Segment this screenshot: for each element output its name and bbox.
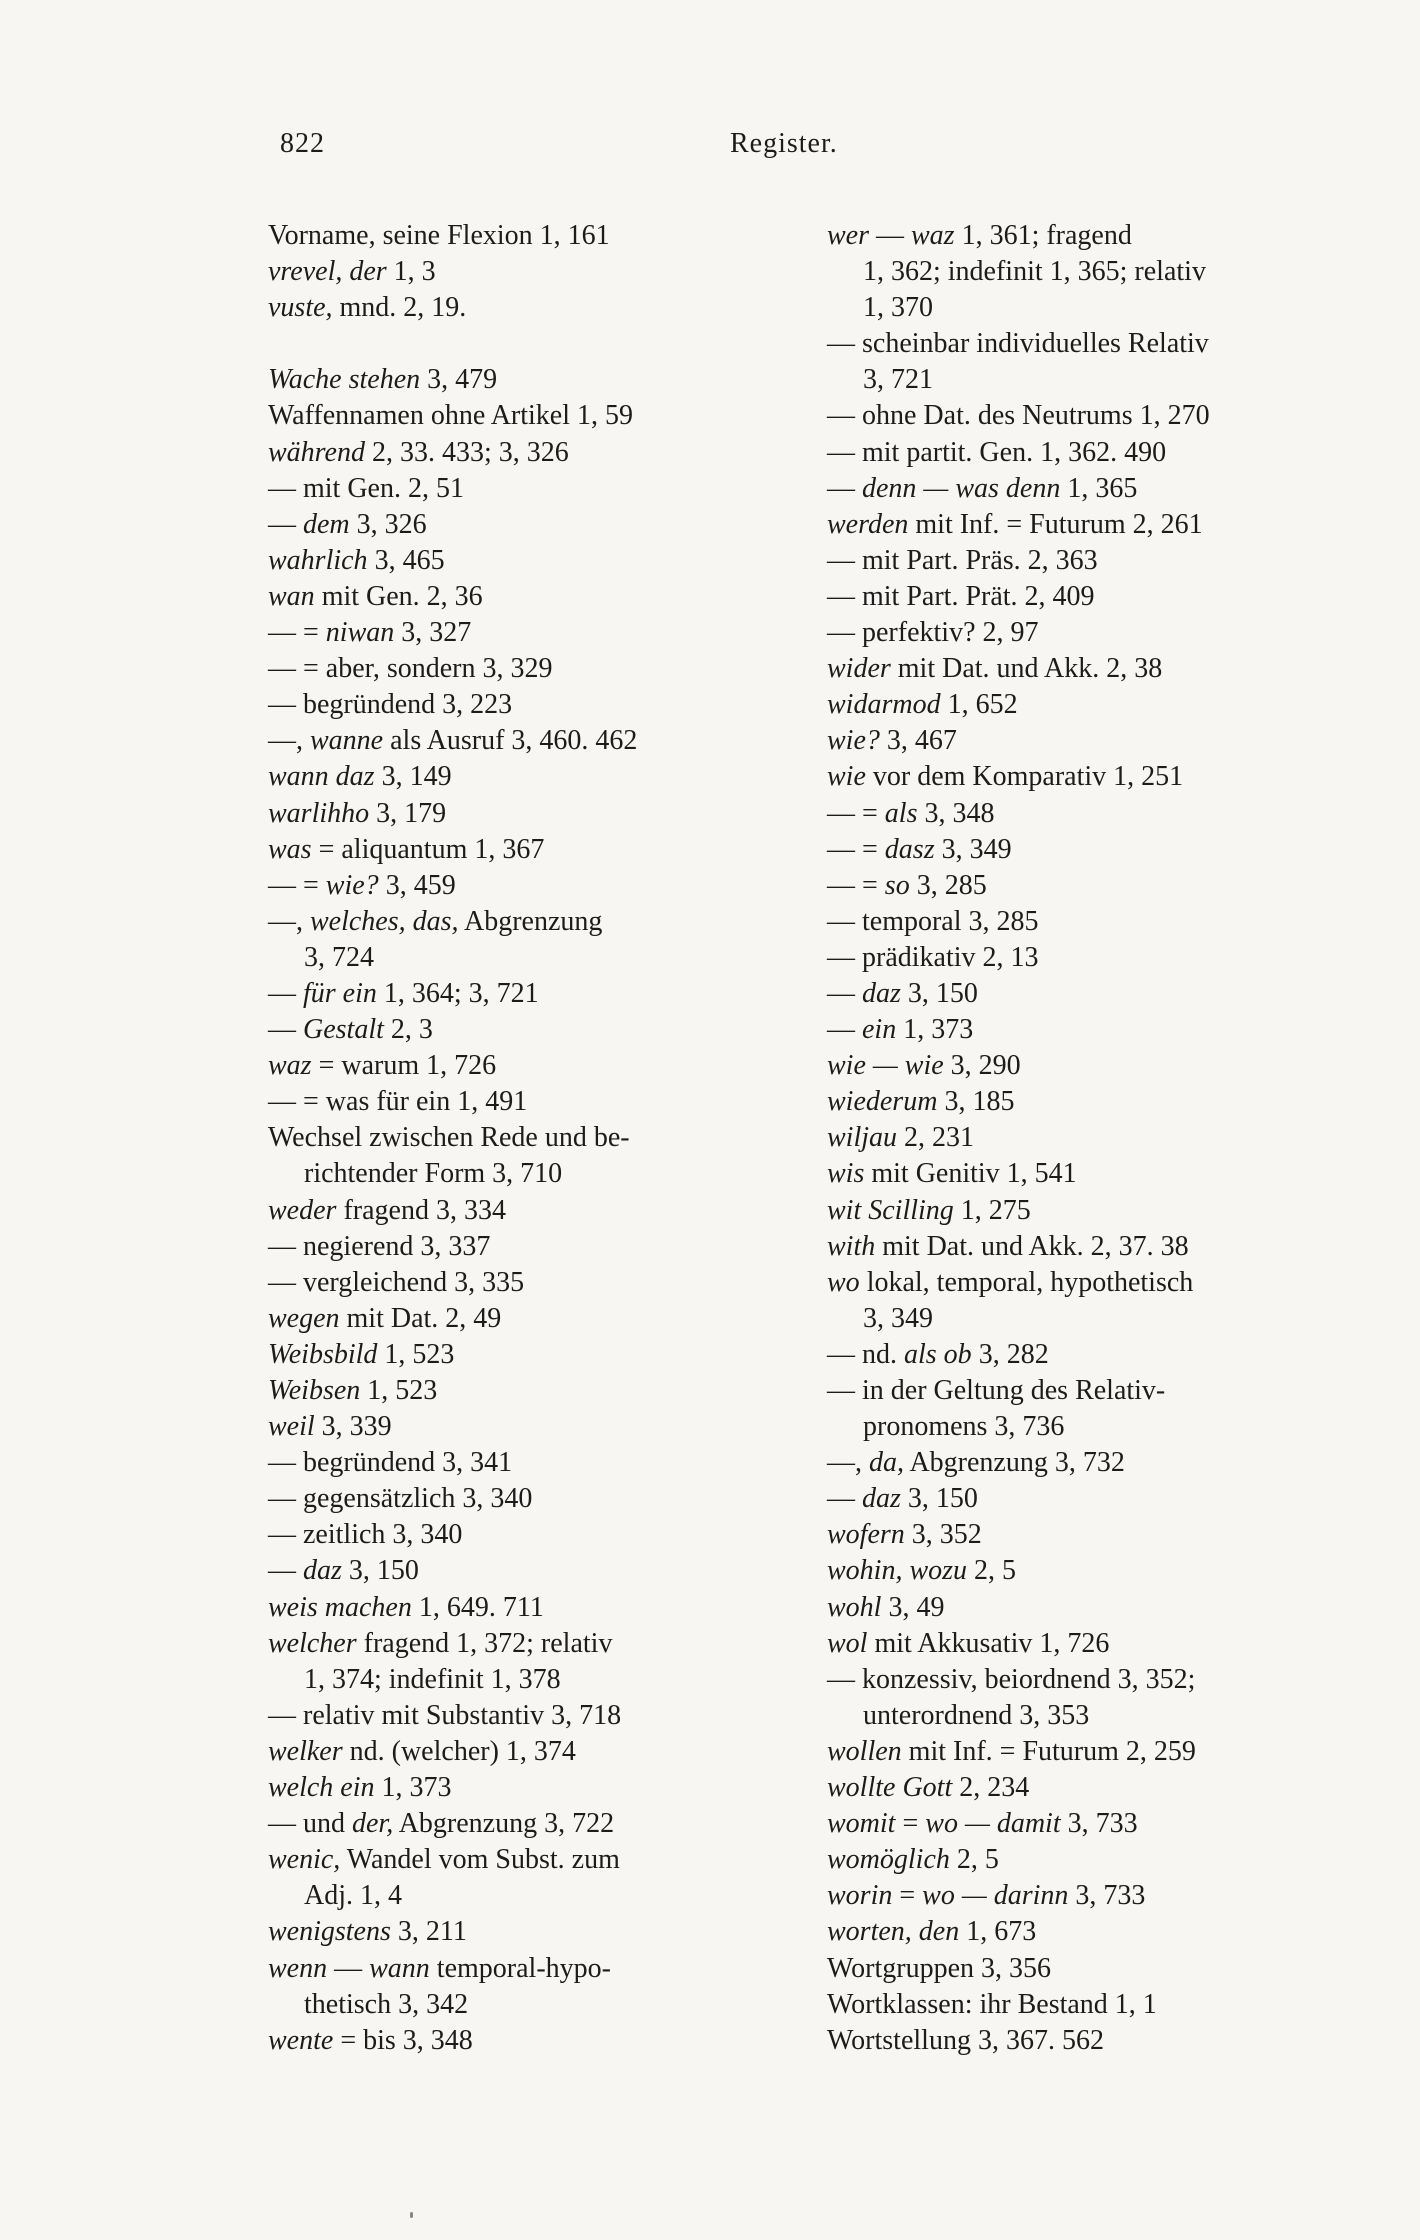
entry-text: 1, 373 [374, 1772, 452, 1804]
entry-text: 3, 49 [881, 1591, 945, 1623]
entry-text: 3, 733 [1060, 1808, 1138, 1840]
index-entry-line [827, 759, 1347, 795]
entry-term-italic: daz [303, 1555, 342, 1587]
entry-term-italic: Weibsen [268, 1375, 361, 1406]
entry-term-italic: wiederum [827, 1086, 938, 1118]
entry-text: 3, 282 [971, 1338, 1049, 1370]
index-entry-line [268, 1084, 788, 1120]
index-entry-line [827, 1012, 1347, 1048]
entry-text: 1, 361; fragend [954, 220, 1132, 251]
entry-text: Wortklassen: ihr Bestand 1, 1 [827, 1988, 1157, 2020]
index-entry-line [827, 1698, 1347, 1734]
entry-text: Wortstellung 3, 367. 562 [827, 2024, 1104, 2056]
entry-term-italic: als ob [904, 1338, 972, 1370]
index-entry-line [268, 398, 788, 434]
entry-text: mit Dat. und Akk. 2, 38 [890, 653, 1163, 685]
index-entry-line [827, 723, 1347, 759]
entry-text: unterordnend 3, 353 [863, 1699, 1090, 1731]
entry-text: — zeitlich 3, 340 [268, 1519, 463, 1551]
index-entry-line [827, 1951, 1347, 1987]
index-entry-line [268, 471, 788, 507]
index-entry-line [827, 1626, 1347, 1662]
index-entry-line [827, 1481, 1347, 1517]
entry-text: Vorname, seine Flexion 1, 161 [268, 220, 610, 251]
index-entry-line [268, 1698, 788, 1734]
entry-text: Abgrenzung 3, 722 [393, 1808, 615, 1840]
index-entry-line [268, 507, 788, 543]
index-entry-line [827, 1914, 1347, 1950]
entry-term-italic: wie? [827, 725, 880, 757]
blank-line [268, 326, 788, 362]
entry-text: — [827, 977, 862, 1009]
entry-text: 3, 150 [900, 1483, 978, 1515]
index-entry-line [827, 1553, 1347, 1589]
entry-term-italic: daz [862, 1483, 901, 1515]
entry-text: Abgrenzung [458, 905, 603, 937]
index-entry-line [827, 1120, 1347, 1156]
index-entry-line [268, 1662, 788, 1698]
entry-text: 3, 721 [863, 364, 933, 396]
index-entry-line [268, 254, 788, 290]
entry-text: 3, 479 [420, 364, 498, 396]
entry-text: als Ausruf 3, 460. 462 [383, 725, 638, 757]
index-entry-line [268, 1734, 788, 1770]
entry-term-italic: vrevel, der [268, 256, 387, 288]
entry-text: = [895, 1808, 926, 1840]
entry-text: — = aber, sondern 3, 329 [268, 653, 553, 685]
entry-text: 2, 5 [949, 1844, 999, 1876]
entry-term-italic: wie? [325, 869, 379, 901]
index-entry-line [268, 1987, 788, 2023]
entry-term-italic: als [884, 797, 918, 829]
entry-text: lokal, temporal, hypothetisch [859, 1266, 1194, 1298]
index-entry-line [827, 1193, 1347, 1229]
index-entry-line [268, 362, 788, 398]
entry-text: — nd. [827, 1338, 904, 1370]
index-entry-line [268, 1265, 788, 1301]
index-entry-line [268, 1553, 788, 1589]
entry-text: fragend 3, 334 [336, 1194, 506, 1226]
entry-text: — mit Gen. 2, 51 [268, 472, 464, 504]
index-entry-line [827, 435, 1347, 471]
entry-text: 1, 673 [959, 1916, 1037, 1948]
entry-text: — negierend 3, 337 [268, 1230, 491, 1262]
index-entry-line [827, 1301, 1347, 1337]
entry-text: — gegensätzlich 3, 340 [268, 1483, 533, 1515]
entry-text: vor dem Komparativ 1, 251 [865, 761, 1184, 793]
entry-text: — begründend 3, 223 [268, 689, 513, 721]
index-entry-line [268, 1590, 788, 1626]
entry-text: — vergleichend 3, 335 [268, 1266, 525, 1298]
entry-text: — in der Geltung des Relativ- [827, 1375, 1166, 1406]
entry-text: mit Inf. = Futurum 2, 259 [901, 1735, 1196, 1767]
entry-term-italic: weder [268, 1194, 337, 1226]
entry-term-italic: wann daz [268, 761, 375, 793]
entry-text: 3, 211 [390, 1916, 467, 1948]
index-entry-line [268, 832, 788, 868]
entry-term-italic: wo — darinn [922, 1880, 1069, 1912]
index-entry-line [268, 1409, 788, 1445]
entry-text: 3, 459 [378, 869, 456, 901]
entry-term-italic: denn — was denn [862, 472, 1061, 504]
entry-text: Adj. 1, 4 [304, 1880, 402, 1912]
entry-text: 3, 149 [374, 761, 452, 793]
entry-text: 1, 523 [360, 1375, 438, 1406]
entry-term-italic: dem [303, 508, 350, 540]
entry-text: — ohne Dat. des Neutrums 1, 270 [827, 400, 1210, 432]
entry-text: mnd. 2, 19. [332, 292, 467, 324]
index-entry-line [827, 1229, 1347, 1265]
index-entry-line [827, 1265, 1347, 1301]
index-entry-line [827, 1878, 1347, 1914]
index-entry-line [268, 1951, 788, 1987]
entry-text: — und [268, 1808, 352, 1840]
entry-text: 1, 3 [386, 256, 436, 288]
entry-text: — mit partit. Gen. 1, 362. 490 [827, 436, 1167, 468]
entry-term-italic: wahrlich [268, 544, 368, 576]
entry-term-italic: wer [827, 220, 869, 251]
entry-text: 3, 150 [900, 977, 978, 1009]
index-entry-line [827, 398, 1347, 434]
entry-text: 3, 285 [909, 869, 987, 901]
entry-term-italic: wol [827, 1627, 868, 1659]
entry-text: — mit Part. Prät. 2, 409 [827, 580, 1095, 612]
entry-text: = [892, 1880, 923, 1912]
index-entry-line [268, 1445, 788, 1481]
index-column-right [827, 218, 1347, 2059]
index-entry-line [268, 976, 788, 1012]
entry-term-italic: womit [827, 1808, 896, 1840]
index-entry-line [268, 868, 788, 904]
entry-text: 3, 339 [314, 1411, 392, 1443]
entry-term-italic: worin [827, 1880, 893, 1912]
entry-text: — [268, 977, 303, 1009]
entry-text: Abgrenzung 3, 732 [904, 1447, 1125, 1479]
entry-term-italic: Gestalt [303, 1014, 384, 1046]
entry-text: — mit Part. Präs. 2, 363 [827, 544, 1098, 576]
index-entry-line [268, 796, 788, 832]
entry-term-italic: wie — wie [827, 1050, 944, 1082]
entry-text: — konzessiv, beiordnend 3, 352; [827, 1663, 1196, 1695]
index-column-left [268, 218, 788, 2059]
index-entry-line [268, 1193, 788, 1229]
entry-term-italic: wenn [268, 1952, 328, 1984]
entry-text: —, [268, 725, 310, 757]
entry-text: — = [827, 833, 885, 865]
entry-text: 3, 348 [917, 797, 995, 829]
index-entry-line [268, 1517, 788, 1553]
entry-text: 1, 652 [940, 689, 1018, 721]
entry-text: richtender Form 3, 710 [304, 1158, 563, 1190]
entry-term-italic: welker [268, 1735, 343, 1767]
entry-text: — [827, 472, 862, 504]
entry-term-italic: daz [862, 977, 901, 1009]
entry-term-italic: werden [827, 508, 909, 540]
entry-term-italic: Weibsbild [268, 1338, 378, 1370]
entry-text: — [827, 1483, 862, 1515]
entry-term-italic: wanne [310, 725, 384, 757]
entry-text: 2, 33. 433; 3, 326 [364, 436, 569, 468]
entry-text: mit Inf. = Futurum 2, 261 [908, 508, 1203, 540]
entry-text: pronomens 3, 736 [863, 1411, 1065, 1443]
entry-term-italic: während [268, 436, 365, 468]
entry-term-italic: so [884, 869, 910, 901]
entry-term-italic: widarmod [827, 689, 941, 721]
entry-text: nd. (welcher) 1, 374 [342, 1735, 576, 1767]
index-entry-line [827, 615, 1347, 651]
index-entry-line [268, 1120, 788, 1156]
entry-text: mit Gen. 2, 36 [314, 580, 483, 612]
entry-term-italic: wegen [268, 1302, 340, 1334]
entry-term-italic: welcher [268, 1627, 357, 1659]
entry-text: — relativ mit Substantiv 3, 718 [268, 1699, 622, 1731]
entry-text: — prädikativ 2, 13 [827, 941, 1039, 973]
entry-text: 3, 349 [934, 833, 1012, 865]
entry-text: = aliquantum 1, 367 [311, 833, 545, 865]
index-entry-line [827, 976, 1347, 1012]
index-entry-line [827, 832, 1347, 868]
entry-term-italic: wollen [827, 1735, 902, 1767]
entry-term-italic: vuste, [268, 292, 333, 324]
index-entry-line [827, 254, 1347, 290]
entry-text: — = [827, 869, 885, 901]
entry-text: 3, 349 [863, 1302, 933, 1334]
index-entry-line [827, 1409, 1347, 1445]
entry-term-italic: with [827, 1230, 876, 1262]
page-number: 822 [280, 128, 325, 159]
entry-text: Wandel vom Subst. zum [340, 1844, 620, 1876]
index-entry-line [827, 290, 1347, 326]
index-entry-line [268, 1842, 788, 1878]
index-entry-line [268, 759, 788, 795]
entry-text: = warum 1, 726 [311, 1050, 497, 1082]
entry-text: — [268, 1555, 303, 1587]
index-entry-line [827, 1517, 1347, 1553]
entry-term-italic: niwan [325, 617, 395, 649]
entry-text: mit Akkusativ 1, 726 [867, 1627, 1110, 1659]
index-entry-line [827, 543, 1347, 579]
index-entry-line [268, 579, 788, 615]
page-title: Register. [730, 128, 838, 159]
index-entry-line [268, 651, 788, 687]
index-entry-line [827, 218, 1347, 254]
entry-text: 1, 364; 3, 721 [376, 977, 539, 1009]
entry-text: Waffennamen ohne Artikel 1, 59 [268, 400, 634, 432]
entry-text: 1, 275 [953, 1194, 1031, 1226]
index-entry-line [268, 1806, 788, 1842]
entry-text: — [327, 1952, 370, 1984]
entry-text: 3, 179 [369, 797, 447, 829]
entry-term-italic: Wache stehen [268, 364, 421, 396]
entry-text: Wortgruppen 3, 356 [827, 1952, 1052, 1984]
index-entry-line [268, 1481, 788, 1517]
entry-term-italic: wo [827, 1266, 860, 1298]
entry-term-italic: welches, das, [310, 905, 459, 937]
entry-text: fragend 1, 372; relativ [356, 1627, 613, 1659]
entry-text: — [869, 220, 911, 251]
entry-term-italic: ein [862, 1014, 897, 1046]
index-entry-line [827, 868, 1347, 904]
entry-term-italic: wie [827, 761, 866, 793]
entry-term-italic: wente [268, 2024, 334, 2056]
index-entry-line [827, 651, 1347, 687]
index-entry-line [268, 435, 788, 471]
entry-term-italic: wenic, [268, 1844, 341, 1876]
entry-term-italic: wiljau [827, 1122, 898, 1154]
entry-text: —, [268, 905, 310, 937]
index-entry-line [827, 507, 1347, 543]
entry-text: 1, 649. 711 [411, 1591, 544, 1623]
entry-text: — = was für ein 1, 491 [268, 1086, 528, 1118]
index-entry-line [268, 904, 788, 940]
entry-term-italic: wan [268, 580, 315, 612]
entry-text: — [827, 1014, 862, 1046]
entry-term-italic: waz [268, 1050, 312, 1082]
entry-term-italic: da, [869, 1447, 904, 1479]
entry-term-italic: warlihho [268, 797, 370, 829]
index-entry-line [268, 1301, 788, 1337]
index-entry-line [268, 1770, 788, 1806]
entry-term-italic: womöglich [827, 1844, 950, 1876]
entry-text: — scheinbar individuelles Relativ [827, 328, 1209, 360]
index-entry-line [268, 2023, 788, 2059]
entry-text: 2, 234 [952, 1772, 1030, 1804]
entry-text: 3, 467 [879, 725, 957, 757]
entry-text: mit Dat. 2, 49 [339, 1302, 502, 1334]
entry-text: 3, 724 [304, 941, 374, 973]
entry-text: 1, 370 [863, 292, 933, 324]
entry-text: thetisch 3, 342 [304, 1988, 469, 2020]
index-entry-line [827, 1770, 1347, 1806]
index-entry-line [268, 615, 788, 651]
index-entry-line [827, 1662, 1347, 1698]
index-entry-line [827, 2023, 1347, 2059]
index-entry-line [827, 1987, 1347, 2023]
entry-text: 2, 231 [897, 1122, 975, 1154]
entry-term-italic: der, [352, 1808, 394, 1840]
entry-text: — = [827, 797, 885, 829]
entry-text: 3, 150 [341, 1555, 419, 1587]
index-entry-line [268, 1048, 788, 1084]
entry-text: 3, 185 [937, 1086, 1015, 1118]
entry-term-italic: worten, den [827, 1916, 960, 1948]
index-entry-line [827, 1337, 1347, 1373]
index-entry-line [268, 1373, 788, 1409]
index-entry-line [827, 326, 1347, 362]
index-entry-line [827, 1156, 1347, 1192]
speck-mark [410, 2212, 413, 2218]
entry-term-italic: wofern [827, 1519, 905, 1551]
entry-term-italic: für ein [303, 977, 377, 1009]
entry-term-italic: dasz [884, 833, 935, 865]
index-entry-line [268, 723, 788, 759]
index-entry-line [827, 1806, 1347, 1842]
entry-text: 3, 352 [904, 1519, 982, 1551]
entry-term-italic: wohl [827, 1591, 882, 1623]
entry-term-italic: was [268, 833, 312, 865]
entry-term-italic: wann [369, 1952, 430, 1984]
entry-text: 3, 733 [1068, 1880, 1146, 1912]
index-entry-line [827, 1842, 1347, 1878]
entry-text: 1, 374; indefinit 1, 378 [304, 1663, 561, 1695]
index-entry-line [827, 687, 1347, 723]
entry-text: 2, 3 [383, 1014, 433, 1046]
index-entry-line [827, 1445, 1347, 1481]
entry-term-italic: wo — damit [925, 1808, 1061, 1840]
entry-text: — [268, 508, 303, 540]
entry-text: — = [268, 869, 326, 901]
entry-term-italic: wis [827, 1158, 865, 1190]
index-entry-line [268, 1626, 788, 1662]
page-header [0, 128, 1420, 168]
entry-text: 3, 326 [349, 508, 427, 540]
entry-text: 2, 5 [967, 1555, 1017, 1587]
entry-term-italic: weis machen [268, 1591, 412, 1623]
entry-term-italic: wohin, wozu [827, 1555, 968, 1587]
entry-text: 1, 373 [896, 1014, 974, 1046]
entry-text: — [268, 1014, 303, 1046]
index-entry-line [268, 290, 788, 326]
index-entry-line [827, 904, 1347, 940]
index-entry-line [268, 687, 788, 723]
entry-term-italic: wenigstens [268, 1916, 391, 1948]
index-entry-line [268, 940, 788, 976]
index-entry-line [268, 1156, 788, 1192]
index-entry-line [268, 1878, 788, 1914]
entry-text: — perfektiv? 2, 97 [827, 617, 1039, 649]
index-entry-line [268, 218, 788, 254]
entry-text: 3, 465 [367, 544, 445, 576]
index-entry-line [827, 1048, 1347, 1084]
entry-text: 3, 290 [943, 1050, 1021, 1082]
index-entry-line [827, 1734, 1347, 1770]
entry-text: 1, 362; indefinit 1, 365; relativ [863, 256, 1206, 288]
index-entry-line [268, 543, 788, 579]
index-entry-line [268, 1229, 788, 1265]
index-entry-line [827, 940, 1347, 976]
index-entry-line [268, 1914, 788, 1950]
index-entry-line [827, 362, 1347, 398]
entry-text: 1, 365 [1060, 472, 1138, 504]
entry-text: —, [827, 1447, 869, 1479]
index-entry-line [268, 1012, 788, 1048]
entry-term-italic: wider [827, 653, 891, 685]
index-entry-line [827, 1373, 1347, 1409]
entry-term-italic: wollte Gott [827, 1772, 953, 1804]
entry-term-italic: waz [911, 220, 955, 251]
entry-text: Wechsel zwischen Rede und be- [268, 1122, 630, 1154]
entry-text: 1, 523 [377, 1338, 455, 1370]
entry-term-italic: weil [268, 1411, 315, 1443]
entry-text: = bis 3, 348 [333, 2024, 473, 2056]
entry-text: 3, 327 [394, 617, 472, 649]
entry-text: — = [268, 617, 326, 649]
index-entry-line [827, 1084, 1347, 1120]
index-entry-line [827, 471, 1347, 507]
entry-term-italic: welch ein [268, 1772, 375, 1804]
entry-text: temporal-hypo- [429, 1952, 611, 1984]
index-entry-line [268, 1337, 788, 1373]
index-entry-line [827, 1590, 1347, 1626]
entry-text: mit Genitiv 1, 541 [864, 1158, 1077, 1190]
entry-text: mit Dat. und Akk. 2, 37. 38 [875, 1230, 1189, 1262]
entry-text: — begründend 3, 341 [268, 1447, 513, 1479]
index-entry-line [827, 796, 1347, 832]
entry-text: — temporal 3, 285 [827, 905, 1039, 937]
index-entry-line [827, 579, 1347, 615]
entry-term-italic: wit Scilling [827, 1194, 954, 1226]
